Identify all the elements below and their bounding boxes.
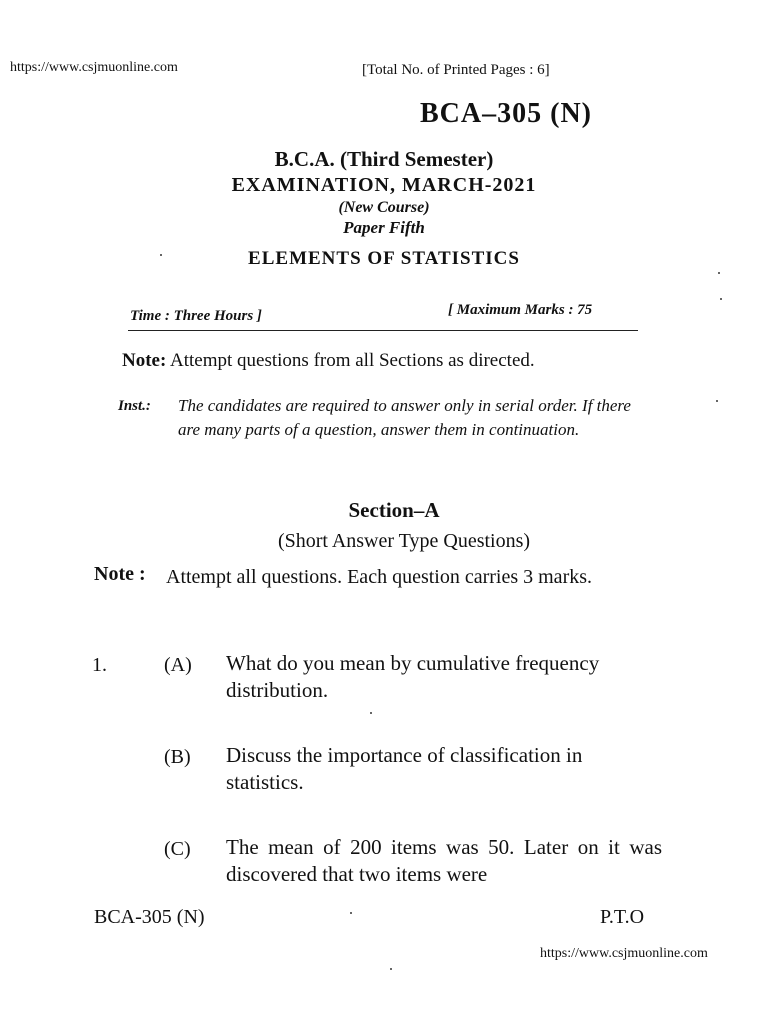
time-label: Time : Three Hours ] [130,308,262,324]
scan-speck [160,254,162,256]
instruction-text: The candidates are required to answer only in serial order. If there are many parts of a question, answer them in continuation. [178,396,631,439]
section-title: Section–A [348,498,440,522]
section-subtitle: (Short Answer Type Questions) [277,530,531,552]
question-number: 1. [92,654,107,676]
question-a-label: (A) [164,654,192,676]
question-c-text: The mean of 200 items was 50. Later on it was discovered that two items were [226,835,662,886]
course-type: (New Course) [338,199,430,216]
exam-title: EXAMINATION, MARCH-2021 [231,174,537,196]
scan-speck [716,400,718,402]
url-bottom-right: https://www.csjmuonline.com [540,946,708,961]
scan-speck [390,968,392,970]
paper-number: Paper Fifth [343,218,425,237]
question-b-text: Discuss the importance of classification in statistics. [226,743,583,794]
section-note-text: Attempt all questions. Each question carries 3 marks. [166,566,593,588]
instruction-label: Inst.: [118,398,151,414]
question-a-text: What do you mean by cumulative frequency distribution. [226,651,600,702]
scan-speck [718,272,720,274]
max-marks-label: [ Maximum Marks : 75 [448,302,593,318]
question-b-label: (B) [164,746,191,768]
scan-speck [720,298,722,300]
footer-paper-code: BCA-305 (N) [94,906,205,928]
printed-pages-note: [Total No. of Printed Pages : 6] [362,62,550,78]
course-title: B.C.A. (Third Semester) [274,147,494,171]
question-c-label: (C) [164,838,191,860]
scan-speck [370,712,372,714]
subject-title: ELEMENTS OF STATISTICS [248,248,520,269]
footer-pto: P.T.O [600,906,645,928]
general-note-text: Attempt questions from all Sections as directed. [170,350,535,371]
url-top-left: https://www.csjmuonline.com [10,60,178,75]
general-note-label: Note: [122,350,167,371]
general-note [122,350,535,372]
scan-speck [350,912,352,914]
header-rule [128,330,638,331]
section-note-label: Note : [94,563,146,585]
paper-code: BCA–305 (N) [420,98,592,129]
